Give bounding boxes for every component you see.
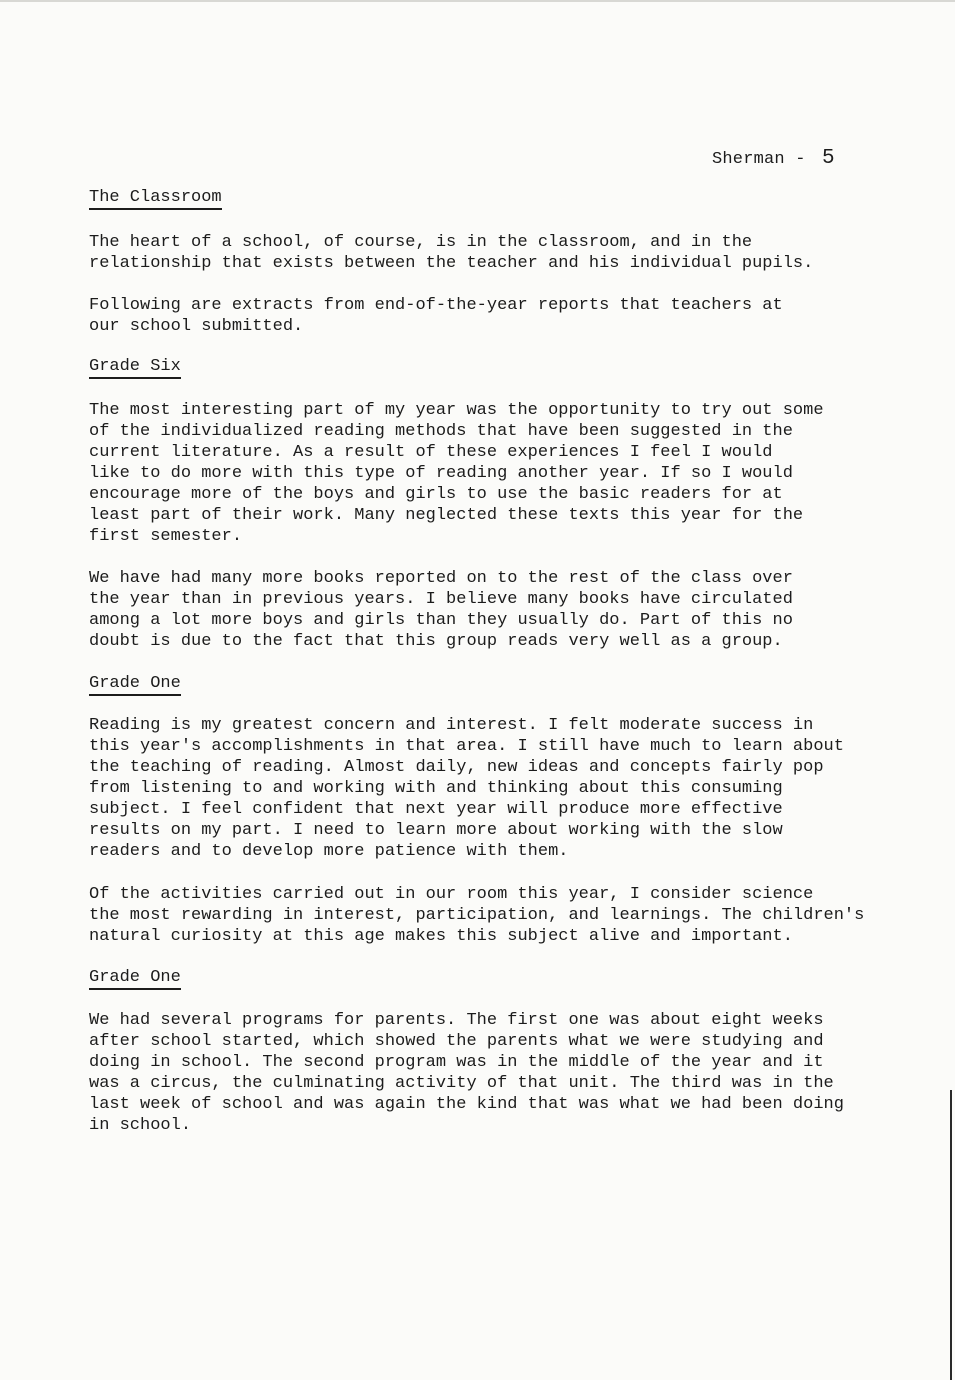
paragraph bbox=[89, 568, 919, 652]
text-line: Of the activities carried out in our room this year, I consider science bbox=[89, 885, 814, 904]
paragraph bbox=[89, 1010, 919, 1136]
text-line: results on my part. I need to learn more about working with the slow bbox=[89, 821, 783, 840]
text-line: our school submitted. bbox=[89, 317, 304, 336]
section-heading: Grade One bbox=[89, 674, 181, 696]
text-line: The most interesting part of my year was the opportunity to try out some bbox=[89, 401, 824, 420]
section-heading: The Classroom bbox=[89, 188, 222, 210]
text-line: doing in school. The second program was in the middle of the year and it bbox=[89, 1053, 824, 1072]
text-line: doubt is due to the fact that this group reads very well as a group. bbox=[89, 632, 783, 651]
text-line: this year's accomplishments in that area. I still have much to learn about bbox=[89, 737, 844, 756]
header-separator: - bbox=[795, 150, 806, 169]
text-line: The heart of a school, of course, is in the classroom, and in the bbox=[89, 233, 753, 252]
text-line: after school started, which showed the parents what we were studying and bbox=[89, 1032, 824, 1051]
paragraph bbox=[89, 400, 919, 547]
section-heading: Grade One bbox=[89, 968, 181, 990]
text-line: the most rewarding in interest, participation, and learnings. The children's bbox=[89, 906, 865, 925]
text-line: Reading is my greatest concern and interest. I felt moderate success in bbox=[89, 716, 814, 735]
text-line: among a lot more boys and girls than they usually do. Part of this no bbox=[89, 611, 793, 630]
text-line: the teaching of reading. Almost daily, new ideas and concepts fairly pop bbox=[89, 758, 824, 777]
page-right-edge-shadow bbox=[950, 1090, 952, 1380]
text-line: from listening to and working with and thinking about this consuming bbox=[89, 779, 783, 798]
text-line: We had several programs for parents. The first one was about eight weeks bbox=[89, 1011, 824, 1030]
text-line: least part of their work. Many neglected these texts this year for the bbox=[89, 506, 804, 525]
text-line: last week of school and was again the kind that was what we had been doing bbox=[89, 1095, 844, 1114]
text-line: relationship that exists between the teacher and his individual pupils. bbox=[89, 254, 814, 273]
text-line: We have had many more books reported on to the rest of the class over bbox=[89, 569, 793, 588]
paragraph bbox=[89, 715, 919, 862]
section-heading: Grade Six bbox=[89, 357, 181, 379]
text-line: natural curiosity at this age makes this subject alive and important. bbox=[89, 927, 793, 946]
text-line: Following are extracts from end-of-the-year reports that teachers at bbox=[89, 296, 783, 315]
page-header bbox=[712, 147, 835, 170]
page-top-edge bbox=[0, 0, 955, 2]
text-line: in school. bbox=[89, 1116, 192, 1135]
text-line: first semester. bbox=[89, 527, 243, 546]
text-line: the year than in previous years. I believe many books have circulated bbox=[89, 590, 793, 609]
paragraph bbox=[89, 884, 919, 947]
text-line: current literature. As a result of these experiences I feel I would bbox=[89, 443, 773, 462]
paragraph bbox=[89, 295, 919, 337]
text-line: readers and to develop more patience with them. bbox=[89, 842, 569, 861]
header-page-number: 5 bbox=[822, 147, 835, 170]
text-line: was a circus, the culminating activity of that unit. The third was in the bbox=[89, 1074, 834, 1093]
text-line: of the individualized reading methods that have been suggested in the bbox=[89, 422, 793, 441]
header-author: Sherman bbox=[712, 150, 785, 169]
paragraph bbox=[89, 232, 919, 274]
text-line: encourage more of the boys and girls to use the basic readers for at bbox=[89, 485, 783, 504]
text-line: subject. I feel confident that next year will produce more effective bbox=[89, 800, 783, 819]
text-line: like to do more with this type of reading another year. If so I would bbox=[89, 464, 793, 483]
